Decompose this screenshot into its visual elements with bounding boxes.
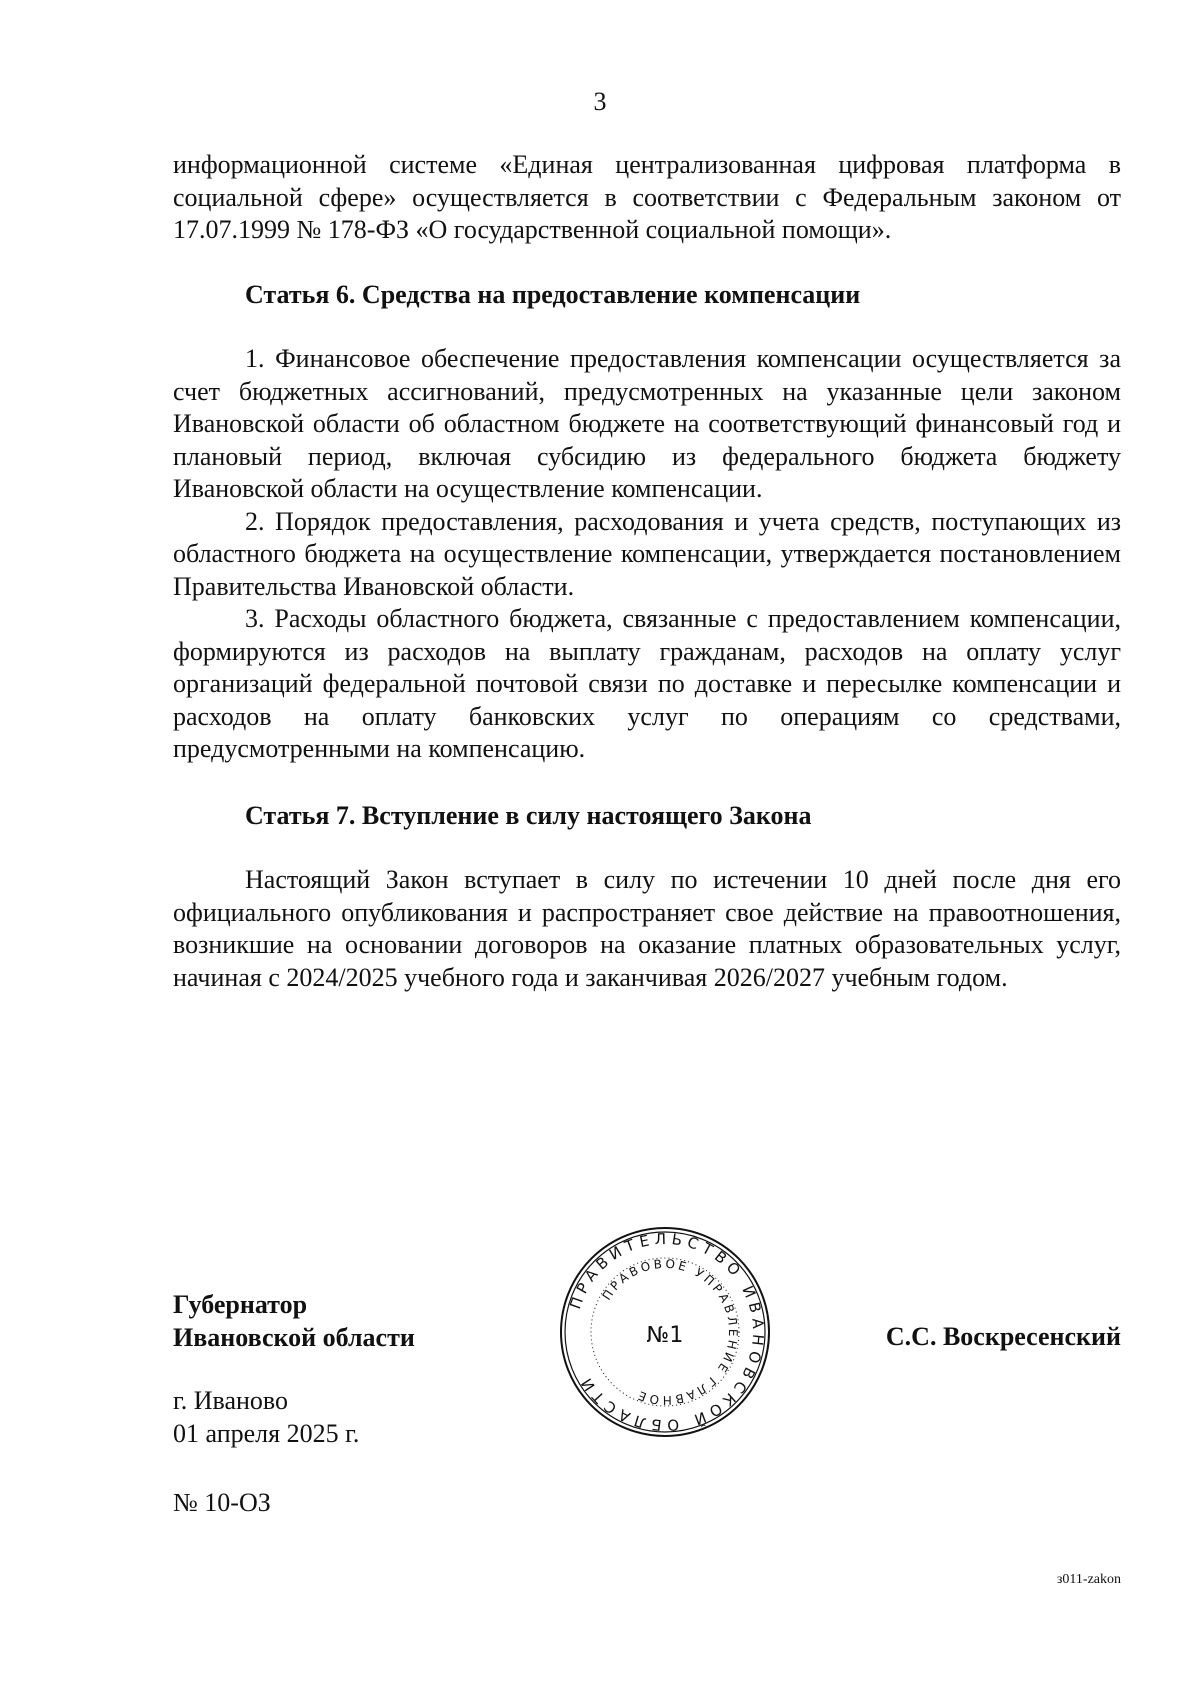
spacer xyxy=(173,311,1121,343)
spacer xyxy=(173,247,1121,279)
article-6-paragraph-1: 1. Финансовое обеспечение предоставления компенсации осуществляется за счет бюджетных ассигнований, предусмотренных на указанные цели законом Ивановской области об областном бюджете на соответствующий финансовый год и плановый период, включая субсидию из федерального бюджета бюджету Ивановской области на осуществление компенсации. xyxy=(173,344,1121,503)
article-7-paragraph: Настоящий Закон вступает в силу по истечении 10 дней после дня его официального опубликования и распространяет свое действие на правоотношения, возникшие на основании договоров на оказание платных образовательных услуг, начиная с 2024/2025 учебного года и заканчивая 2026/2027 учебным годом. xyxy=(173,865,1121,992)
page-number: 3 xyxy=(593,87,607,116)
governor-title-line-1: Губернатор xyxy=(173,1290,308,1319)
spacer xyxy=(173,832,1121,864)
article-7-heading: Статья 7. Вступление в силу настоящего Закона xyxy=(245,800,812,830)
date: 01 апреля 2025 г. xyxy=(173,1418,360,1448)
seal-outer-text: ПРАВИТЕЛЬСТВО ИВАНОВСКОЙ ОБЛАСТИ xyxy=(566,1229,768,1435)
intro-paragraph: информационной системе «Единая централизованная цифровая платформа в социальной сфере» осуществляется в соответствии с Федеральным законом от 17.07.1999 № 178-ФЗ «О государственной социальной помощи». xyxy=(173,150,1121,244)
governor-title-line-2: Ивановской области xyxy=(173,1322,415,1352)
document-body xyxy=(173,149,1121,994)
signature-block xyxy=(173,1289,1121,1354)
seal-number: №1 xyxy=(646,1323,684,1348)
article-6-paragraph-2: 2. Порядок предоставления, расходования и учета средств, поступающих из областного бюджета на осуществление компенсации, утверждается постановлением Правительства Ивановской области. xyxy=(173,506,1121,601)
governor-name: С.С. Воскресенский xyxy=(885,1322,1121,1351)
document-code: з011-zakon xyxy=(1056,1572,1121,1587)
place-date-block xyxy=(173,1385,359,1450)
article-6-heading: Статья 6. Средства на предоставление компенсации xyxy=(245,279,861,309)
seal-inner-text: ПРАВОВОЕ УПРАВЛЕНИЕ ГЛАВНОЕ xyxy=(599,1256,741,1408)
place: г. Иваново xyxy=(173,1386,288,1415)
law-number: № 10-ОЗ xyxy=(173,1488,271,1517)
spacer xyxy=(173,766,1121,800)
article-6-paragraph-3: 3. Расходы областного бюджета, связанные с предоставлением компенсации, формируются из расходов на выплату гражданам, расходов на оплату услуг организаций федеральной почтовой связи по доставке и пересылке компенсации и расходов на оплату банковских услуг по операциям со средствами, предусмотренными на компенсацию. xyxy=(173,604,1121,763)
